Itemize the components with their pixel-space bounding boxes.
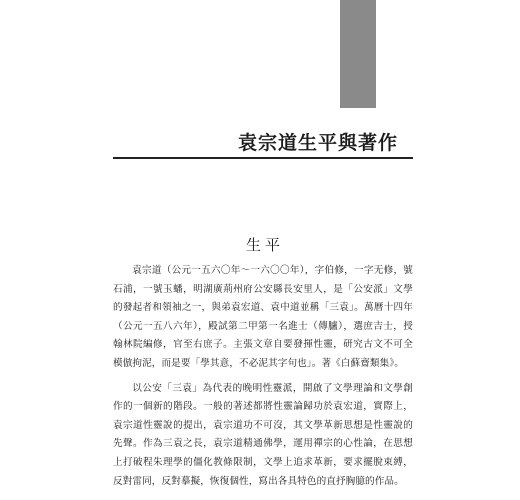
chapter-tab-block — [340, 0, 376, 108]
section-heading: 生平 — [246, 236, 285, 254]
paragraph-2: 以公安「三袁」為代表的晚明性靈派，開啟了文學理論和文學創作的一個新的階段。一般的著述都將性靈論歸功於袁宏道，實際上，袁宗道性靈說的提出，袁宗道功不可沒，其文學革新思想是性靈說的先聲。作為三袁之長，袁宗道精通佛學，運用禪宗的心性論，在思想上打破程朱理學的僵化教條限制，文學上追求革新，要求擺脫束縛，反對雷同，反對摹擬，恢復個性，寫出各具特色的直抒胸臆的作品。 — [113, 382, 413, 487]
chapter-title: 袁宗道生平與著作 — [238, 132, 399, 154]
body-text — [113, 262, 413, 497]
paragraph-1: 袁宗道（公元一五六〇年～一六〇〇年），字伯修，一字无修，號石浦，一號玉蟠，明湖廣荊州府公安縣長安里人，是「公安派」文學的發起者和領袖之一，與弟袁宏道、袁中道並稱「三袁」。萬曆十四年（公元一五八六年），殿試第二甲第一名進士（傳臚），選庶吉士，授翰林院編修，官至右庶子。主張文章自要發揮性靈，研究古文不可全模倣拘泥，而是要「學其意，不必泥其字句也」。著《白蘇齋類集》。 — [113, 265, 413, 369]
title-underline — [113, 157, 413, 159]
